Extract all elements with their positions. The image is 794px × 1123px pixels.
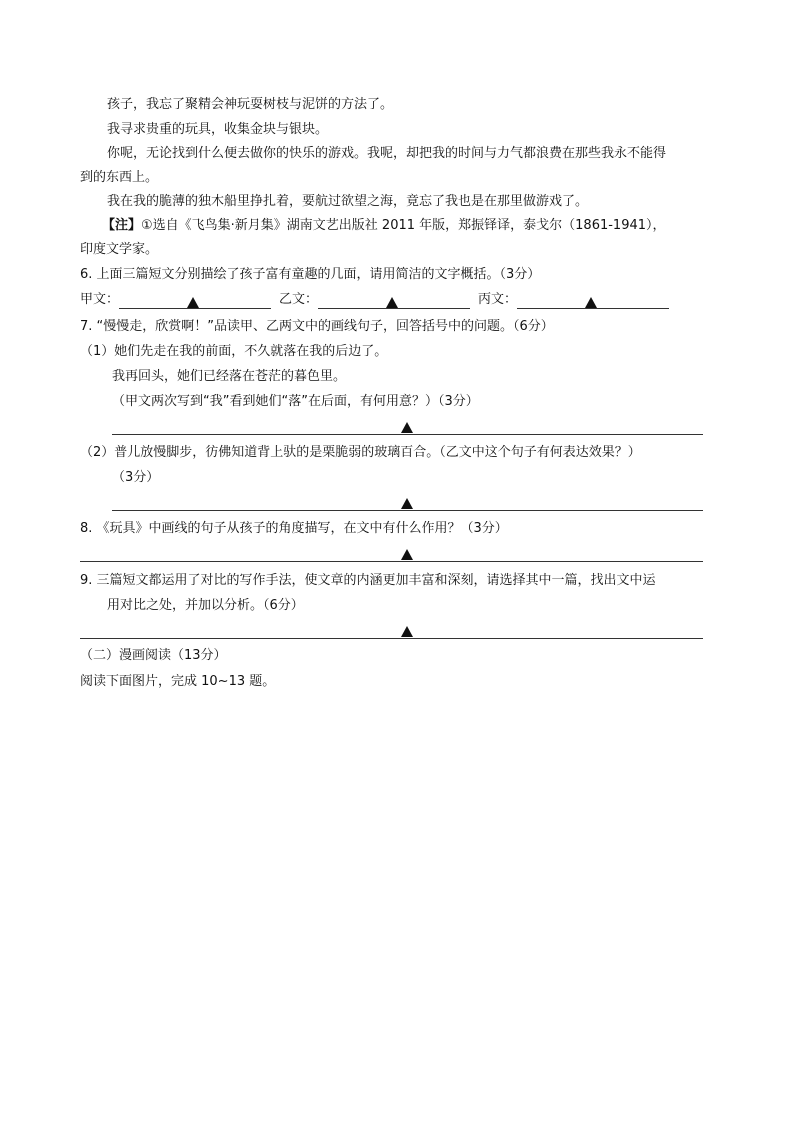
answer-marker-icon <box>386 297 398 308</box>
answer-marker-icon <box>401 626 413 637</box>
q6-text: 6. 上面三篇短文分别描绘了孩子富有童趣的几面，请用简洁的文字概括。（3分） <box>80 267 541 282</box>
note-tag: 【注】 <box>102 218 142 233</box>
note-line-1 <box>102 217 666 235</box>
section2-title: （二）漫画阅读（13分） <box>80 648 227 663</box>
q6-label-jia: 甲文： <box>80 292 120 307</box>
q8-text: 8. 《玩具》中画线的句子从孩子的角度描写，在文中有什么作用？（3分） <box>80 521 508 536</box>
poem-line-5: 我在我的脆薄的独木船里挣扎着，要航过欲望之海，竟忘了我也是在那里做游戏了。 <box>107 194 589 209</box>
section2-instruction: 阅读下面图片，完成 10~13 题。 <box>80 674 276 689</box>
q6-label-bing: 丙文： <box>478 292 518 307</box>
answer-marker-icon <box>401 498 413 509</box>
answer-marker-icon <box>401 422 413 433</box>
poem-line-2: 我寻求贵重的玩具，收集金块与银块。 <box>107 122 329 137</box>
q6-blank-bing[interactable] <box>517 294 669 309</box>
q6-answers <box>80 291 677 309</box>
note-text-1: ①选自《飞鸟集·新月集》湖南文艺出版社 2011 年版，郑振铎译，泰戈尔（1861-1941）， <box>141 218 666 233</box>
answer-marker-icon <box>401 549 413 560</box>
q6-label-yi: 乙文： <box>279 292 319 307</box>
q8-answer-line[interactable] <box>80 561 703 562</box>
q9-answer-line[interactable] <box>80 638 703 639</box>
q6-blank-yi[interactable] <box>318 294 470 309</box>
q7-text: 7. “慢慢走，欣赏啊！”品读甲、乙两文中的画线句子，回答括号中的问题。（6分） <box>80 319 554 334</box>
answer-marker-icon <box>187 297 199 308</box>
q6-blank-jia[interactable] <box>119 294 271 309</box>
note-line-2: 印度文学家。 <box>80 242 159 257</box>
q7-part2-score: （3分） <box>112 470 160 485</box>
poem-line-1: 孩子，我忘了聚精会神玩耍树枝与泥饼的方法了。 <box>107 97 394 112</box>
q7-part1-line1: （1）她们先走在我的前面，不久就落在我的后边了。 <box>80 344 388 359</box>
q9-line2: 用对比之处，并加以分析。（6分） <box>107 598 304 613</box>
q7-part1-line2: 我再回头，她们已经落在苍茫的暮色里。 <box>112 369 347 384</box>
q9-line1: 9. 三篇短文都运用了对比的写作手法，使文章的内涵更加丰富和深刻，请选择其中一篇，找出文中运 <box>80 573 656 588</box>
poem-line-4: 到的东西上。 <box>80 170 159 185</box>
q7-part1-question: （甲文两次写到“我”看到她们“落”在后面，有何用意？）（3分） <box>112 394 479 409</box>
q7-part2-line1: （2）普儿放慢脚步，彷佛知道背上驮的是栗脆弱的玻璃百合。（乙文中这个句子有何表达效果？） <box>80 445 641 460</box>
answer-marker-icon <box>585 297 597 308</box>
q7-part1-answer-line[interactable] <box>112 434 703 435</box>
poem-line-3: 你呢，无论找到什么便去做你的快乐的游戏。我呢，却把我的时间与力气都浪费在那些我永不能得 <box>107 146 667 161</box>
q7-part2-answer-line[interactable] <box>112 510 703 511</box>
